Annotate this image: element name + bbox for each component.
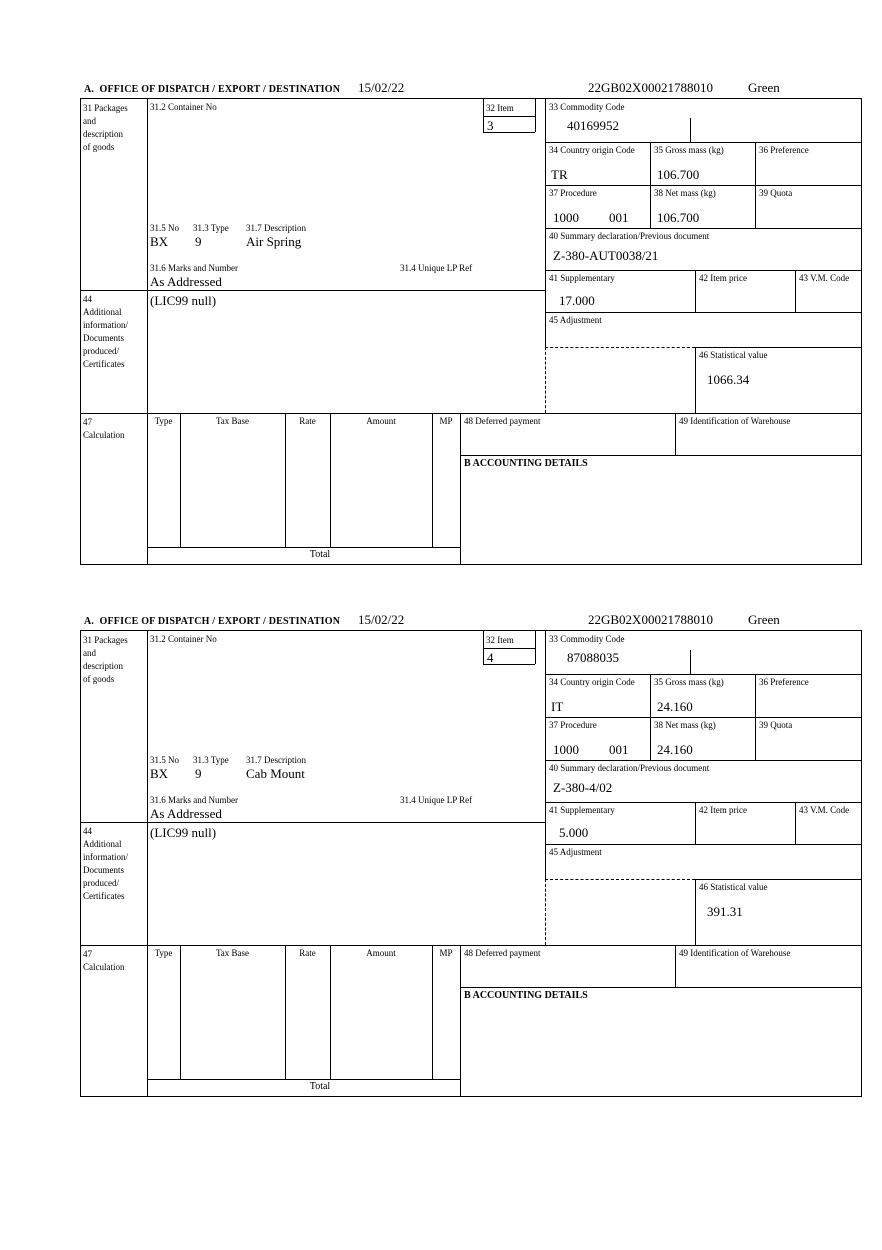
box39-quota-label: 39 Quota [759, 720, 793, 730]
movement-reference: 22GB02X00021788010 [588, 80, 713, 95]
marks-value: As Addressed [150, 274, 222, 289]
box38-net-mass-label: 38 Net mass (kg) [654, 720, 716, 730]
divider [460, 413, 461, 565]
box40-summary-label: 40 Summary declaration/Previous document [549, 231, 710, 241]
box42-item-price-label: 42 Item price [699, 805, 747, 815]
goods-description-value: Cab Mount [246, 766, 305, 781]
box44-additional-info-label: 44 Additional information/ Documents produced/ Certificates [83, 826, 128, 901]
dashed-divider [545, 879, 546, 945]
box36-preference-label: 36 Preference [759, 677, 809, 687]
divider [80, 290, 545, 291]
office-of-dispatch-label: A. OFFICE OF DISPATCH / EXPORT / DESTINATION [84, 616, 341, 627]
dashed-divider [545, 347, 546, 413]
package-type-value: 9 [195, 766, 202, 781]
box31-7-description-label: 31.7 Description [246, 755, 306, 765]
box31-6-marks-label: 31.6 Marks and Number [150, 263, 238, 273]
divider [695, 347, 862, 348]
total-label: Total [309, 549, 331, 560]
gross-mass-value: 24.160 [657, 699, 693, 714]
col-type-header: Type [154, 948, 173, 958]
divider [545, 674, 862, 675]
package-no-value: BX [150, 234, 169, 249]
box46-statistical-label: 46 Statistical value [699, 882, 768, 892]
divider [483, 630, 484, 664]
box37-procedure-label: 37 Procedure [549, 720, 597, 730]
goods-description-value: Air Spring [246, 234, 302, 249]
divider [695, 270, 696, 312]
box43-vm-code-label: 43 V.M. Code [799, 805, 850, 815]
form-border [80, 630, 862, 1097]
country-origin-value: TR [551, 167, 568, 182]
divider [147, 547, 460, 548]
divider [545, 312, 862, 313]
col-amount-header: Amount [366, 948, 396, 958]
dashed-divider [545, 347, 695, 348]
divider [545, 844, 862, 845]
box31-5-no-label: 31.5 No [150, 755, 179, 765]
box46-statistical-label: 46 Statistical value [699, 350, 768, 360]
divider [460, 455, 862, 456]
box40-summary-label: 40 Summary declaration/Previous document [549, 763, 710, 773]
col-type-header: Type [154, 416, 173, 426]
status-badge: Green [748, 612, 780, 627]
divider [545, 228, 862, 229]
box31-2-container-label: 31.2 Container No [150, 102, 217, 112]
dispatch-date: 15/02/22 [358, 612, 405, 627]
commodity-code-value: 40169952 [567, 118, 619, 133]
box47-calculation-label: 47 Calculation [83, 949, 125, 972]
movement-reference: 22GB02X00021788010 [588, 612, 713, 627]
form-border [80, 98, 862, 565]
item-number-value: 3 [487, 118, 494, 133]
box33-commodity-label: 33 Commodity Code [549, 634, 625, 644]
divider [545, 760, 862, 761]
box33-commodity-label: 33 Commodity Code [549, 102, 625, 112]
box31-7-description-label: 31.7 Description [246, 223, 306, 233]
net-mass-value: 24.160 [657, 742, 693, 757]
divider [545, 802, 862, 803]
col-mp-header: MP [439, 416, 453, 426]
divider [285, 413, 286, 547]
divider [285, 945, 286, 1079]
box31-5-no-label: 31.5 No [150, 223, 179, 233]
item-number-value: 4 [487, 650, 494, 665]
net-mass-value: 106.700 [657, 210, 700, 225]
divider [460, 987, 862, 988]
procedure-value: 1000 [553, 210, 579, 225]
box39-quota-label: 39 Quota [759, 188, 793, 198]
divider [695, 347, 696, 413]
divider [695, 879, 696, 945]
divider [545, 185, 862, 186]
supplementary-value: 17.000 [559, 293, 595, 308]
divider [80, 413, 862, 414]
procedure-value-2: 001 [609, 210, 629, 225]
box45-adjustment-label: 45 Adjustment [549, 315, 602, 325]
dashed-divider [545, 879, 695, 880]
box31-4-lp-ref-label: 31.4 Unique LP Ref [400, 795, 473, 805]
package-no-value: BX [150, 766, 169, 781]
declaration-item-page [80, 78, 862, 585]
box32-item-label: 32 Item [486, 103, 514, 113]
declaration-item-page [80, 610, 862, 1117]
box49-warehouse-label: 49 Identification of Warehouse [679, 416, 791, 426]
divider [147, 98, 148, 565]
box49-warehouse-label: 49 Identification of Warehouse [679, 948, 791, 958]
divider [545, 630, 546, 879]
box31-4-lp-ref-label: 31.4 Unique LP Ref [400, 263, 473, 273]
divider [675, 945, 676, 987]
divider [795, 802, 796, 844]
status-badge: Green [748, 80, 780, 95]
col-rate-header: Rate [299, 948, 316, 958]
box31-3-type-label: 31.3 Type [193, 755, 229, 765]
box35-gross-mass-label: 35 Gross mass (kg) [654, 677, 724, 687]
divider [695, 802, 696, 844]
procedure-value: 1000 [553, 742, 579, 757]
box48-deferred-label: 48 Deferred payment [464, 416, 541, 426]
divider [795, 270, 796, 312]
divider [545, 98, 546, 347]
box37-procedure-label: 37 Procedure [549, 188, 597, 198]
divider [330, 413, 331, 547]
accounting-details-label: B ACCOUNTING DETAILS [464, 990, 588, 1001]
divider [80, 945, 862, 946]
col-tax-base-header: Tax Base [215, 416, 250, 426]
divider [535, 98, 536, 132]
divider [675, 413, 676, 455]
additional-info-value: (LIC99 null) [150, 825, 217, 840]
divider [180, 413, 181, 547]
box45-adjustment-label: 45 Adjustment [549, 847, 602, 857]
divider [483, 116, 535, 117]
divider [180, 945, 181, 1079]
divider [545, 270, 862, 271]
divider [483, 98, 484, 132]
col-mp-header: MP [439, 948, 453, 958]
commodity-code-tick [690, 118, 691, 142]
box43-vm-code-label: 43 V.M. Code [799, 273, 850, 283]
marks-value: As Addressed [150, 806, 222, 821]
divider [460, 945, 461, 1097]
box47-calculation-label: 47 Calculation [83, 417, 125, 440]
box31-3-type-label: 31.3 Type [193, 223, 229, 233]
office-of-dispatch-label: A. OFFICE OF DISPATCH / EXPORT / DESTINATION [84, 84, 341, 95]
col-tax-base-header: Tax Base [215, 948, 250, 958]
box31-packages-label: 31 Packages and description of goods [83, 635, 128, 684]
box41-supplementary-label: 41 Supplementary [549, 273, 615, 283]
divider [483, 648, 535, 649]
divider [695, 879, 862, 880]
statistical-value: 1066.34 [707, 372, 750, 387]
divider [545, 142, 862, 143]
divider [432, 413, 433, 547]
box48-deferred-label: 48 Deferred payment [464, 948, 541, 958]
supplementary-value: 5.000 [559, 825, 589, 840]
box38-net-mass-label: 38 Net mass (kg) [654, 188, 716, 198]
divider [330, 945, 331, 1079]
box31-2-container-label: 31.2 Container No [150, 634, 217, 644]
commodity-code-value: 87088035 [567, 650, 619, 665]
divider [535, 630, 536, 664]
box31-6-marks-label: 31.6 Marks and Number [150, 795, 238, 805]
gross-mass-value: 106.700 [657, 167, 700, 182]
divider [432, 945, 433, 1079]
additional-info-value: (LIC99 null) [150, 293, 217, 308]
summary-declaration-value: Z-380-AUT0038/21 [553, 248, 659, 263]
accounting-details-label: B ACCOUNTING DETAILS [464, 458, 588, 469]
divider [147, 630, 148, 1097]
dispatch-date: 15/02/22 [358, 80, 405, 95]
total-label: Total [309, 1081, 331, 1092]
col-amount-header: Amount [366, 416, 396, 426]
package-type-value: 9 [195, 234, 202, 249]
box36-preference-label: 36 Preference [759, 145, 809, 155]
statistical-value: 391.31 [707, 904, 743, 919]
box35-gross-mass-label: 35 Gross mass (kg) [654, 145, 724, 155]
box41-supplementary-label: 41 Supplementary [549, 805, 615, 815]
divider [147, 1079, 460, 1080]
box44-additional-info-label: 44 Additional information/ Documents produced/ Certificates [83, 294, 128, 369]
summary-declaration-value: Z-380-4/02 [553, 780, 613, 795]
divider [80, 822, 545, 823]
procedure-value-2: 001 [609, 742, 629, 757]
divider [545, 717, 862, 718]
box42-item-price-label: 42 Item price [699, 273, 747, 283]
commodity-code-tick [690, 650, 691, 674]
box31-packages-label: 31 Packages and description of goods [83, 103, 128, 152]
box32-item-label: 32 Item [486, 635, 514, 645]
box34-country-label: 34 Country origin Code [549, 145, 635, 155]
country-origin-value: IT [551, 699, 564, 714]
col-rate-header: Rate [299, 416, 316, 426]
box34-country-label: 34 Country origin Code [549, 677, 635, 687]
